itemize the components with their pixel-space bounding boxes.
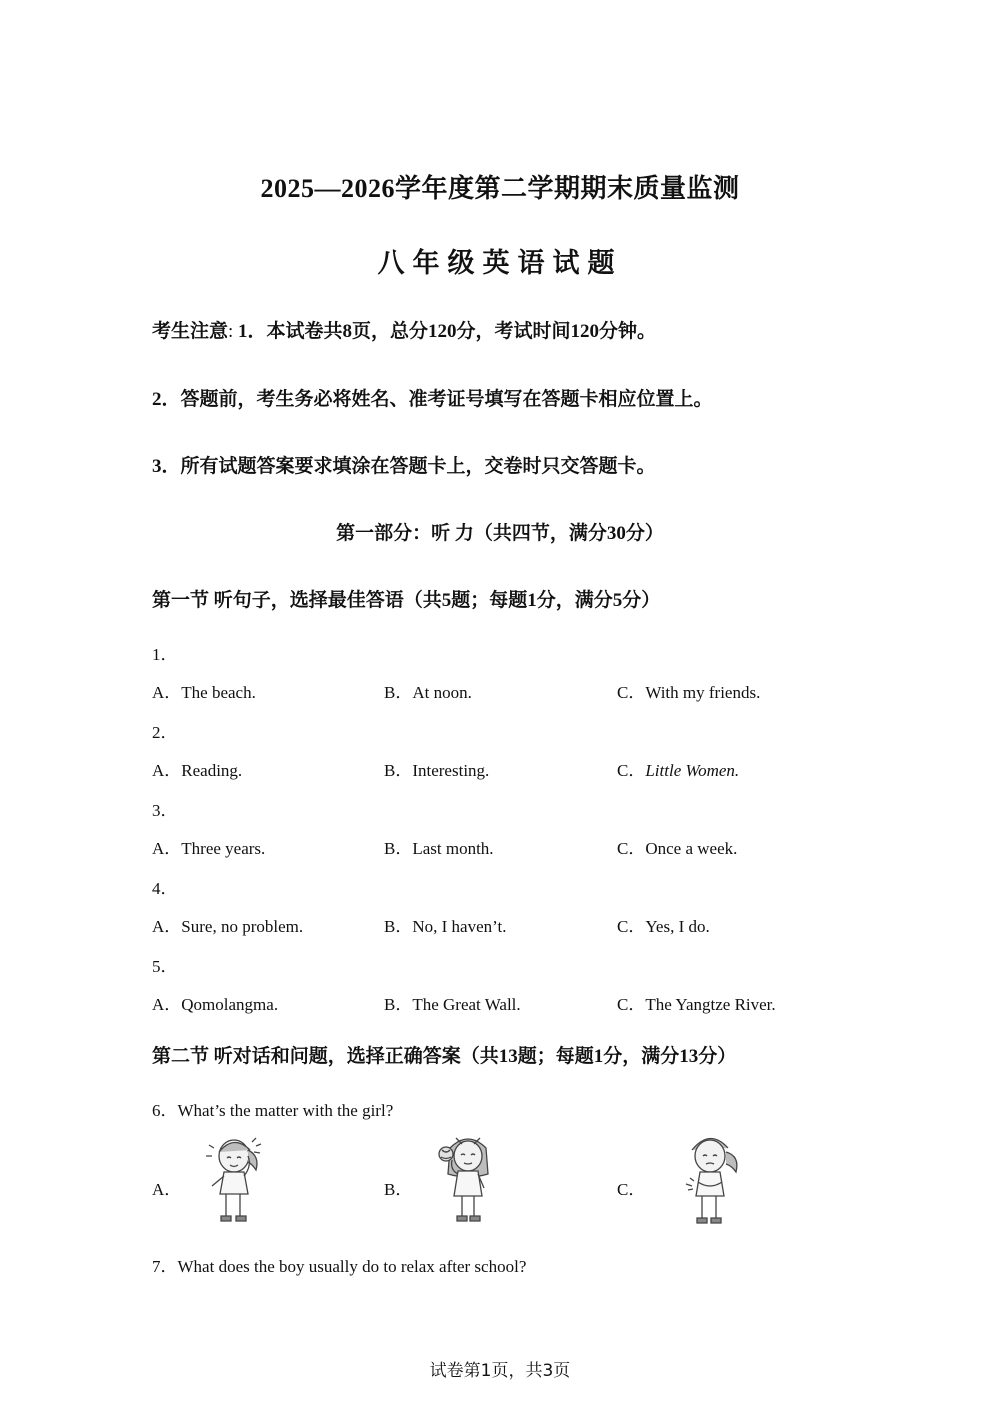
option-c-label: C． — [617, 1180, 646, 1199]
option-c-prefix: C． — [617, 761, 646, 780]
option-b: B．At noon. — [384, 683, 472, 702]
option-c: C．Yes, I do. — [617, 917, 710, 936]
notice-label: 考生注意 — [152, 321, 229, 342]
option-b: B．Last month. — [384, 839, 494, 858]
option-a: A．Sure, no problem. — [152, 917, 304, 936]
girl-toothache-picture — [432, 1130, 508, 1226]
option-c: C．The Yangtze River. — [617, 995, 776, 1014]
option-c: C．With my friends. — [617, 683, 761, 702]
notice-item-3: 3．所有试题答案要求填涂在答题卡上，交卷时只交答题卡。 — [152, 456, 656, 477]
notice-line-1 — [152, 316, 656, 343]
section2-heading: 第二节 听对话和问题，选择正确答案（共13题；每题1分，满分13分） — [152, 1046, 737, 1067]
exam-title: 2025—2026学年度第二学期期末质量监测 — [260, 174, 740, 203]
option-b: B．Interesting. — [384, 761, 490, 780]
option-a: A．Qomolangma. — [152, 995, 279, 1014]
question-7-text: 7．What does the boy usually do to relax after school? — [152, 1257, 527, 1276]
question-number: 1． — [152, 645, 178, 664]
option-a: A．The beach. — [152, 683, 256, 702]
option-c — [617, 756, 739, 781]
notice-item-2: 2．答题前，考生务必将姓名、准考证号填写在答题卡相应位置上。 — [152, 389, 713, 410]
question-number: 5． — [152, 957, 178, 976]
option-b-label: B． — [384, 1180, 413, 1199]
option-c: C．Once a week. — [617, 839, 738, 858]
notice-sep: : — [228, 321, 239, 342]
option-b: B．No, I haven’t. — [384, 917, 507, 936]
question-number: 4． — [152, 879, 178, 898]
girl-stomachache-picture — [676, 1128, 752, 1228]
question-6-text: 6．What’s the matter with the girl? — [152, 1101, 394, 1120]
option-a-label: A． — [152, 1180, 182, 1199]
section1-heading: 第一节 听句子，选择最佳答语（共5题；每题1分，满分5分） — [152, 590, 661, 611]
notice-item-1: 1．本试卷共8页，总分120分，考试时间120分钟。 — [238, 321, 657, 342]
option-a: A．Three years. — [152, 839, 266, 858]
question-number: 2． — [152, 723, 178, 742]
girl-headache-picture — [200, 1132, 276, 1228]
option-a: A．Reading. — [152, 761, 243, 780]
book-title: Little Women. — [645, 761, 740, 780]
option-b: B．The Great Wall. — [384, 995, 521, 1014]
page-footer: 试卷第1页，共3页 — [429, 1361, 571, 1381]
part1-heading: 第一部分：听 力（共四节，满分30分） — [336, 523, 664, 544]
question-number: 3． — [152, 801, 178, 820]
exam-subtitle: 八年级英语试题 — [377, 248, 623, 278]
